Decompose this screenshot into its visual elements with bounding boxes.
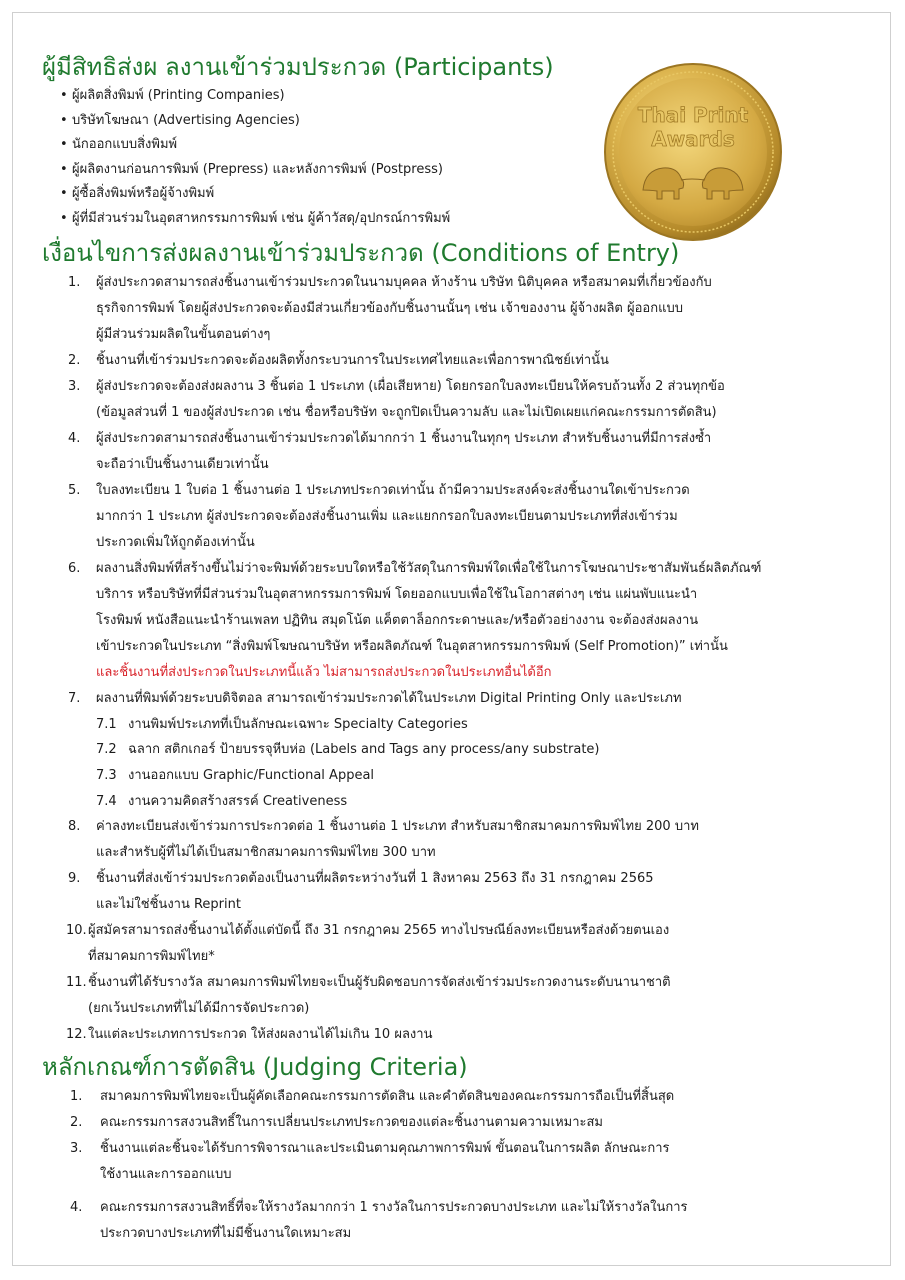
list-item: 7.4 งานความคิดสร้างสรรค์ Creativeness — [96, 793, 348, 809]
condition-item-3: 3. ผู้ส่งประกวดจะต้องส่งผลงาน 3 ชิ้นต่อ 1 ประเภท (เผื่อเสียหาย) โดยกรอกใบลงทะเบียนให้ครบถ้วนทั้ง 2 ส่วนทุกข้อ (ข้อมูลส่วนที่ 1 ของผู้ส่งประกวด เช่น ชื่อหรือบริษัท จะถูกปิดเป็นความลับ และไม่เปิดเผยแก่คณะกรรมการตัดสิน) — [68, 378, 725, 420]
document-content — [42, 50, 862, 1247]
condition-item-5: 5. ใบลงทะเบียน 1 ใบต่อ 1 ชิ้นงานต่อ 1 ประเภทประกวดเท่านั้น ถ้ามีความประสงค์จะส่งชิ้นงานใดเข้าประกวด มากกว่า 1 ประเภท ผู้ส่งประกวดจะต้องส่งชิ้นงานเพิ่ม และแยกกรอกใบลงทะเบียนตามประเภทที่ส่งเข้าร่วม ประกวดเพิ่มให้ถูกต้องเท่านั้น — [68, 482, 690, 550]
condition-item-8: 8. ค่าลงทะเบียนส่งเข้าร่วมการประกวดต่อ 1 ชิ้นงานต่อ 1 ประเภท สำหรับสมาชิกสมาคมการพิมพ์ไทย 200 บาท และสำหรับผู้ที่ไม่ได้เป็นสมาชิกสมาคมการพิมพ์ไทย 300 บาท — [68, 819, 699, 861]
bullet-icon: • — [60, 186, 68, 202]
list-item: 7.2 ฉลาก สติกเกอร์ ป้ายบรรจุหีบห่อ (Labels and Tags any process/any substrate) — [96, 742, 600, 758]
participants-section — [42, 50, 862, 232]
criteria-item-2: 2. คณะกรรมการสงวนสิทธิ์ในการเปลี่ยนประเภทประกวดของแต่ละชิ้นงานตามความเหมาะสม — [70, 1115, 603, 1131]
criteria-section — [42, 1050, 862, 1247]
list-item: • ผู้ผลิตงานก่อนการพิมพ์ (Prepress) และหลังการพิมพ์ (Postpress) — [60, 158, 862, 183]
list-item: • บริษัทโฆษณา (Advertising Agencies) — [60, 109, 862, 134]
condition-item-9: 9. ชิ้นงานที่ส่งเข้าร่วมประกวดต้องเป็นงานที่ผลิตระหว่างวันที่ 1 สิงหาคม 2563 ถึง 31 กรกฎาคม 2565 และไม่ใช่ชิ้นงาน Reprint — [68, 871, 654, 913]
condition-item-11: 11. ชิ้นงานที่ได้รับรางวัล สมาคมการพิมพ์ไทยจะเป็นผู้รับผิดชอบการจัดส่งเข้าร่วมประกวดงานระดับนานาชาติ (ยกเว้นประเภทที่ไม่ได้มีการจัดประกวด) — [66, 975, 671, 1017]
criteria-item-4: 4. คณะกรรมการสงวนสิทธิ์ที่จะให้รางวัลมากกว่า 1 รางวัลในการประกวดบางประเภท และไม่ให้รางวัลในการ ประกวดบางประเภทที่ไม่มีชิ้นงานใดเหมาะสม — [70, 1200, 688, 1242]
condition-item-7: 7. ผลงานที่พิมพ์ด้วยระบบดิจิตอล สามารถเข้าร่วมประกวดได้ในประเภท Digital Printing Only และประเภท 7.1 งานพิมพ์ประเภทที่เป็นลักษณะเฉพาะ Specialty Categories 7.2 ฉลาก สติกเกอร์ ป้ายบรรจุหีบห่อ (Labels and Tags any process/any substrate) 7.3 งานออกแบบ Graphic/Functional Appeal 7.4 งานความคิดสร้างสรรค์ Creativeness — [42, 686, 862, 815]
condition-item-6: 6. ผลงานสิ่งพิมพ์ที่สร้างขึ้นไม่ว่าจะพิมพ์ด้วยระบบใดหรือใช้วัสดุในการพิมพ์ใดเพื่อใช้ในการโฆษณาประชาสัมพันธ์ผลิตภัณฑ์ บริการ หรือบริษัทที่มีส่วนร่วมในอุตสาหกรรมการพิมพ์ โดยออกแบบเพื่อใช้ในโอกาสต่างๆ เช่น แผ่นพับแนะนำ โรงพิมพ์ หนังสือแนะนำร้านเพลท ปฏิทิน สมุดโน้ต แค็ตตาล็อกกระดาษและ/หรือตัวอย่างงาน จะต้องส่งผลงาน เข้าประกวดในประเภท “สิ่งพิมพ์โฆษณาบริษัท หรือผลิตภัณฑ์ ในอุตสาหกรรมการพิมพ์ (Self Promotion)” เท่านั้น และชิ้นงานที่ส่งประกวดในประเภทนี้แล้ว ไม่สามารถส่งประกวดในประเภทอื่นได้อีก — [42, 556, 862, 686]
bullet-icon: • — [60, 88, 68, 103]
condition-item-10: 10. ผู้สมัครสามารถส่งชิ้นงานได้ตั้งแต่บัดนี้ ถึง 31 กรกฎาคม 2565 ทางไปรษณีย์ลงทะเบียนหรือส่งด้วยตนเอง ที่สมาคมการพิมพ์ไทย* — [66, 923, 670, 965]
criteria-item-3: 3. ชิ้นงานแต่ละชิ้นจะได้รับการพิจารณาและประเมินตามคุณภาพการพิมพ์ ขั้นตอนในการผลิต ลักษณะการ ใช้งานและการออกแบบ — [70, 1141, 670, 1183]
condition-item-12: 12. ในแต่ละประเภทการประกวด ให้ส่งผลงานได้ไม่เกิน 10 ผลงาน — [66, 1027, 433, 1043]
list-item: 7.1 งานพิมพ์ประเภทที่เป็นลักษณะเฉพาะ Specialty Categories — [96, 716, 468, 732]
participants-list — [42, 84, 862, 232]
conditions-heading: เงื่อนไขการส่งผลงานเข้าร่วมประกวด (Conditions of Entry) — [42, 238, 680, 267]
medal-line1: Thai Print — [637, 103, 749, 127]
criteria-item-1: 1. สมาคมการพิมพ์ไทยจะเป็นผู้คัดเลือกคณะกรรมการตัดสิน และคำตัดสินของคณะกรรมการถือเป็นที่สิ้นสุด — [70, 1089, 675, 1105]
medal-line2: Awards — [651, 127, 735, 151]
list-item: • นักออกแบบสิ่งพิมพ์ — [60, 133, 862, 158]
conditions-section — [42, 236, 862, 1049]
criteria-heading: หลักเกณฑ์การตัดสิน (Judging Criteria) — [42, 1053, 468, 1082]
bullet-icon: • — [60, 161, 68, 177]
condition-item-1: 1. ผู้ส่งประกวดสามารถส่งชิ้นงานเข้าร่วมประกวดในนามบุคคล ห้างร้าน บริษัท นิติบุคคล หรือสมาคมที่เกี่ยวข้องกับ ธุรกิจการพิมพ์ โดยผู้ส่งประกวดจะต้องมีส่วนเกี่ยวข้องกับชิ้นงานนั้นๆ เช่น เจ้าของงาน ผู้จ้างผลิต ผู้ออกแบบ ผู้มีส่วนร่วมผลิตในขั้นตอนต่างๆ — [68, 274, 712, 342]
conditions-list — [42, 270, 862, 1049]
list-item: • ผู้ที่มีส่วนร่วมในอุตสาหกรรมการพิมพ์ เช่น ผู้ค้าวัสดุ/อุปกรณ์การพิมพ์ — [60, 207, 862, 232]
digital-categories-list — [96, 712, 862, 815]
bullet-icon: • — [60, 112, 68, 128]
criteria-list — [42, 1084, 862, 1247]
condition-item-4: 4. ผู้ส่งประกวดสามารถส่งชิ้นงานเข้าร่วมประกวดได้มากกว่า 1 ชิ้นงานในทุกๆ ประเภท สำหรับชิ้นงานที่มีการส่งซ้ำ จะถือว่าเป็นชิ้นงานเดียวเท่านั้น — [68, 430, 712, 472]
warning-text: และชิ้นงานที่ส่งประกวดในประเภทนี้แล้ว ไม่สามารถส่งประกวดในประเภทอื่นได้อีก — [96, 664, 552, 680]
participants-heading: ผู้มีสิทธิส่งผ ลงานเข้าร่วมประกวด (Participants) — [42, 53, 554, 81]
list-item: 7.3 งานออกแบบ Graphic/Functional Appeal — [96, 767, 375, 783]
condition-item-2: 2. ชิ้นงานที่เข้าร่วมประกวดจะต้องผลิตทั้งกระบวนการในประเทศไทยและเพื่อการพาณิชย์เท่านั้น — [68, 352, 609, 368]
list-item: • ผู้ซื้อสิ่งพิมพ์หรือผู้จ้างพิมพ์ — [60, 182, 862, 207]
list-item: • ผู้ผลิตสิ่งพิมพ์ (Printing Companies) — [60, 84, 862, 109]
bullet-icon: • — [60, 210, 68, 226]
bullet-icon: • — [60, 137, 68, 153]
